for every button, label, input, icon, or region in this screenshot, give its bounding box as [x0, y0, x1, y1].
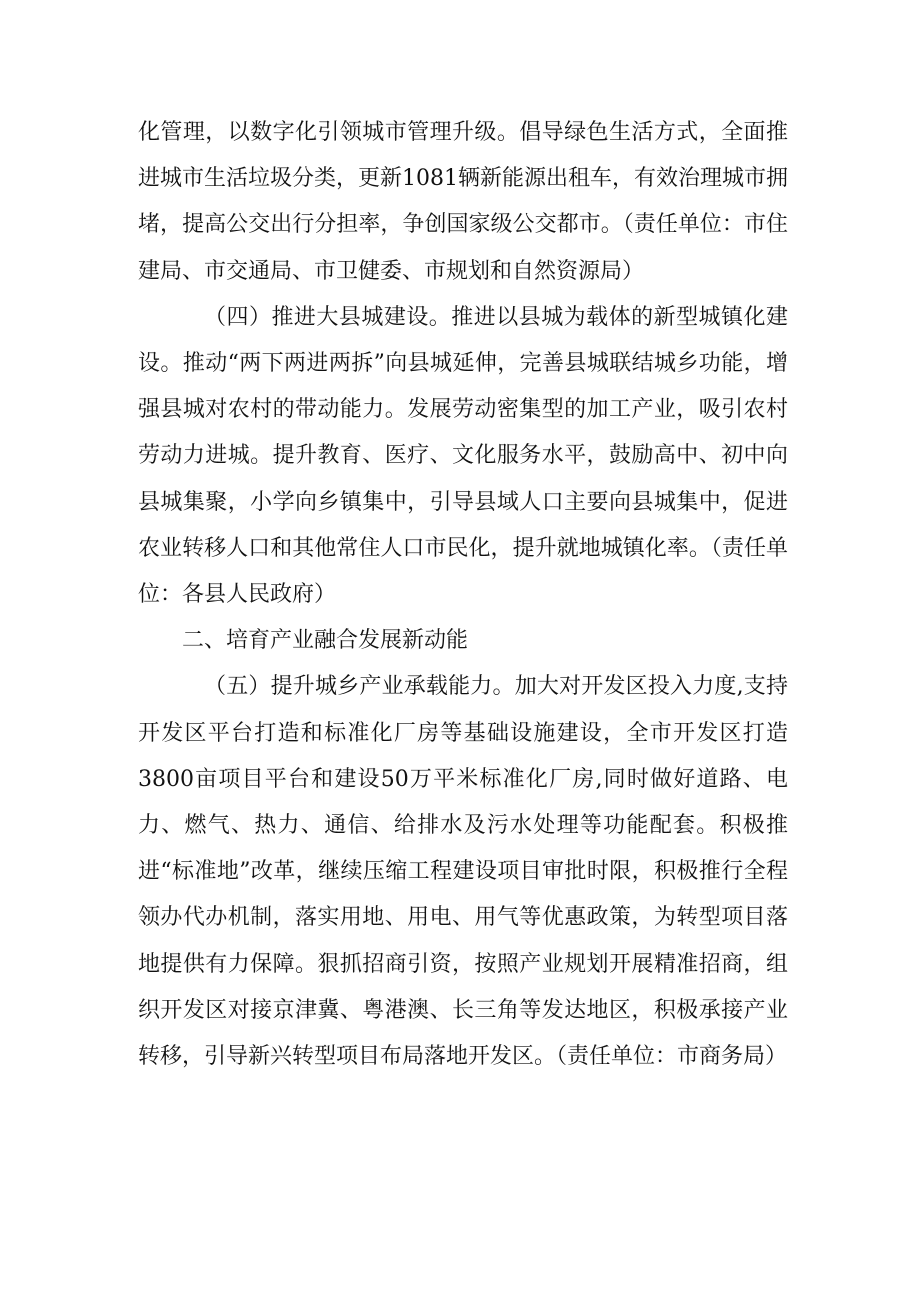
paragraph-item-5: （五）提升城乡产业承载能力。加大对开发区投入力度,支持开发区平台打造和标准化厂房等基础设施建设，全市开发区打造3800亩项目平台和建设50万平米标准化厂房,同时做好道路、电力、燃气、热力、通信、给排水及污水处理等功能配套。积极推进“标准地”改革，继续压缩工程建设项目审批时限，积极推行全程领办代办机制，落实用地、用电、用气等优惠政策，为转型项目落地提供有力保障。狠抓招商引资，按照产业规划开展精准招商，组织开发区对接京津冀、粤港澳、长三角等发达地区，积极承接产业转移，引导新兴转型项目布局落地开发区。（责任单位：市商务局） — [138, 674, 788, 1070]
paragraph-item-4: （四）推进大县城建设。推进以县城为载体的新型城镇化建设。推动“两下两进两拆”向县城延伸，完善县城联结城乡功能，增强县城对农村的带动能力。发展劳动密集型的加工产业，吸引农村劳动力进城。提升教育、医疗、文化服务水平，鼓励高中、初中向县城集聚，小学向乡镇集中，引导县域人口主要向县城集中，促进农业转移人口和其他常住人口市民化，提升就地城镇化率。（责任单位：各县人民政府） — [138, 304, 788, 608]
section-heading: 二、培育产业融合发展新动能 — [182, 628, 469, 654]
document-body — [138, 110, 788, 1080]
paragraph-continuation: 化管理，以数字化引领城市管理升级。倡导绿色生活方式，全面推进城市生活垃圾分类，更新1081辆新能源出租车，有效治理城市拥堵，提高公交出行分担率，争创国家级公交都市。（责任单位：市住建局、市交通局、市卫健委、市规划和自然资源局） — [138, 120, 788, 284]
